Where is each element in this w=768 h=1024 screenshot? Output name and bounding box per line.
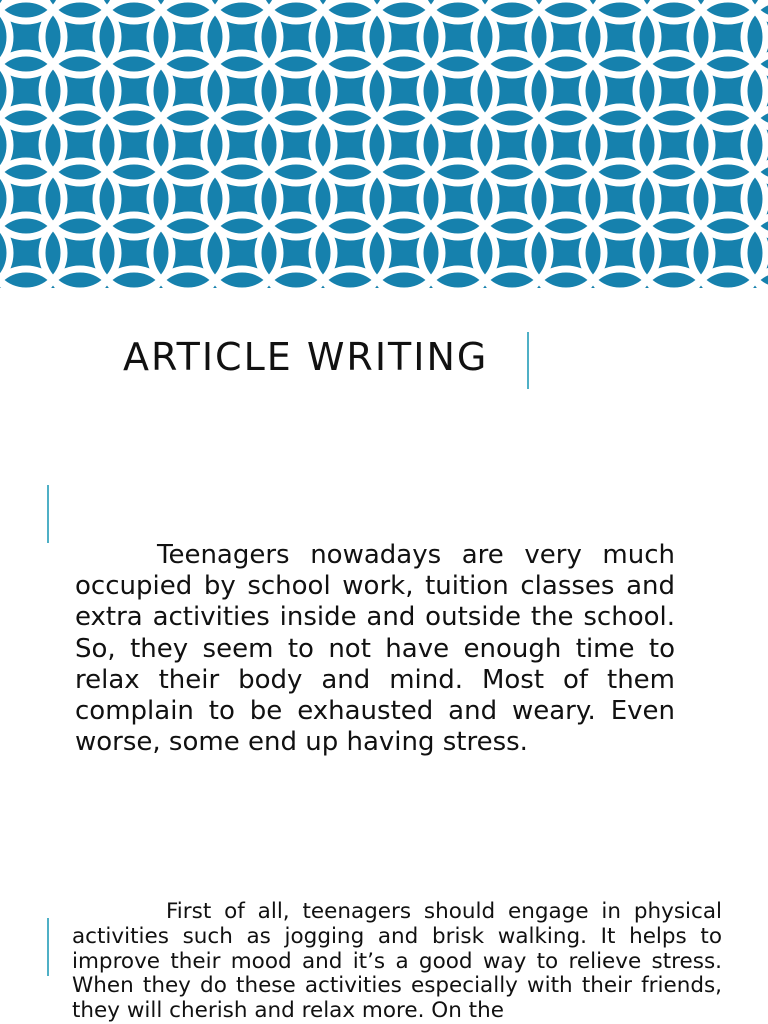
decorative-pattern-banner xyxy=(0,0,768,288)
paragraph-accent-divider xyxy=(47,485,49,543)
body-paragraph-first-point: First of all, teenagers should engage in physical activities such as jogging and brisk walking. It helps to improve their mood and it’s a good way to relieve stress. When they do these activities especially with their friends, they will cherish and relax more. On the xyxy=(72,899,722,1024)
body-paragraph-intro: Teenagers nowadays are very much occupied by school work, tuition classes and extra activities inside and outside the school. So, they seem to not have enough time to relax their body and mind. Most of them complain to be exhausted and weary. Even worse, some end up having stress. xyxy=(75,540,675,758)
title-accent-divider xyxy=(527,332,529,389)
slide-title: ARTICLE WRITING xyxy=(123,335,489,379)
paragraph-accent-divider xyxy=(47,918,49,976)
